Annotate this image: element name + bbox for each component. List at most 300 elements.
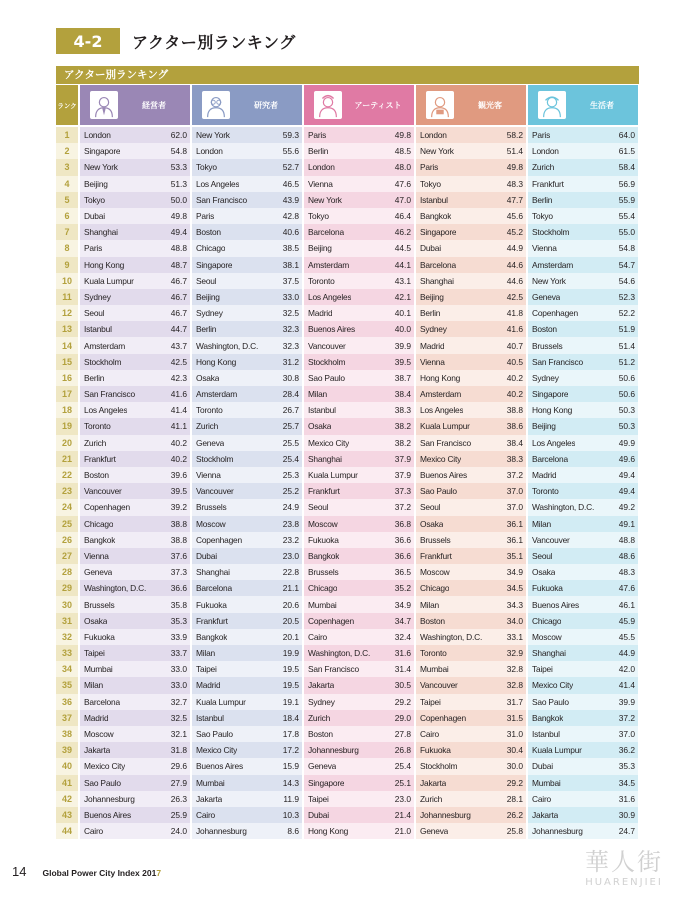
score-value: 50.6 (618, 372, 635, 383)
table-cell (528, 645, 638, 661)
city-name: Frankfurt (532, 178, 564, 189)
score-value: 49.9 (618, 437, 635, 448)
resident-icon (538, 91, 566, 119)
city-name: Berlin (308, 146, 329, 157)
score-value: 22.8 (282, 567, 299, 578)
score-value: 39.5 (170, 486, 187, 497)
score-value: 55.6 (282, 146, 299, 157)
city-name: Johannesburg (196, 826, 247, 837)
rank-cell: 26 (56, 532, 78, 548)
score-value: 36.6 (394, 550, 411, 561)
score-value: 37.0 (618, 729, 635, 740)
city-name: Beijing (532, 421, 556, 432)
table-cell (528, 807, 638, 823)
table-row (56, 321, 639, 337)
score-value: 30.0 (506, 761, 523, 772)
score-value: 49.4 (618, 470, 635, 481)
score-value: 52.2 (618, 308, 635, 319)
table-cell (80, 451, 190, 467)
table-cell (416, 548, 526, 564)
score-value: 23.8 (282, 518, 299, 529)
score-value: 25.9 (170, 809, 187, 820)
city-name: Johannesburg (532, 826, 583, 837)
score-value: 35.3 (170, 615, 187, 626)
city-name: Bangkok (532, 712, 564, 723)
score-value: 38.5 (282, 243, 299, 254)
city-name: Singapore (532, 389, 569, 400)
table-cell (416, 726, 526, 742)
table-cell (528, 791, 638, 807)
table-cell (192, 596, 302, 612)
city-name: Boston (420, 615, 445, 626)
score-value: 31.5 (506, 712, 523, 723)
table-cell (304, 823, 414, 839)
table-row (56, 564, 639, 580)
city-name: Berlin (532, 194, 553, 205)
city-name: Paris (84, 243, 103, 254)
city-name: Taipei (420, 696, 441, 707)
table-row (56, 483, 639, 499)
table-row (56, 710, 639, 726)
city-name: Taipei (308, 793, 329, 804)
table-cell (304, 370, 414, 386)
table-cell (304, 418, 414, 434)
city-name: Vienna (420, 356, 445, 367)
table-cell (416, 823, 526, 839)
page-number: 14 (12, 864, 27, 879)
table-cell (192, 240, 302, 256)
city-name: London (420, 130, 447, 141)
score-value: 39.5 (394, 356, 411, 367)
score-value: 32.8 (506, 680, 523, 691)
city-name: Stockholm (308, 356, 346, 367)
city-name: Paris (420, 162, 439, 173)
city-name: Buenos Aires (420, 470, 467, 481)
city-name: Toronto (532, 486, 559, 497)
table-row (56, 499, 639, 515)
column-header-label: 観光客 (478, 100, 502, 110)
score-value: 35.1 (506, 550, 523, 561)
table-row (56, 192, 639, 208)
city-name: Washington, D.C. (420, 631, 483, 642)
score-value: 43.7 (170, 340, 187, 351)
city-name: Sao Paulo (420, 486, 457, 497)
table-cell (192, 208, 302, 224)
table-cell (528, 823, 638, 839)
table-cell (304, 694, 414, 710)
table-cell (80, 677, 190, 693)
city-name: Geneva (84, 567, 113, 578)
table-cell (304, 273, 414, 289)
table-cell (528, 257, 638, 273)
score-value: 11.9 (283, 793, 299, 804)
score-value: 58.4 (618, 162, 635, 173)
city-name: Fukuoka (308, 534, 339, 545)
score-value: 41.4 (618, 680, 635, 691)
table-cell (416, 532, 526, 548)
score-value: 37.3 (170, 567, 187, 578)
score-value: 38.4 (394, 389, 411, 400)
table-row (56, 337, 639, 353)
table-cell (528, 532, 638, 548)
city-name: Boston (84, 470, 109, 481)
city-name: Kuala Lumpur (532, 745, 582, 756)
score-value: 44.6 (506, 275, 523, 286)
score-value: 54.6 (618, 275, 635, 286)
city-name: Tokyo (308, 211, 329, 222)
score-value: 33.7 (170, 648, 187, 659)
city-name: Frankfurt (196, 615, 228, 626)
city-name: Shanghai (532, 648, 566, 659)
table-cell (304, 499, 414, 515)
table-cell (416, 370, 526, 386)
score-value: 37.6 (170, 550, 187, 561)
table-cell (528, 321, 638, 337)
score-value: 20.5 (282, 615, 299, 626)
table-row (56, 613, 639, 629)
score-value: 25.7 (282, 421, 299, 432)
city-name: Osaka (308, 421, 332, 432)
city-name: Moscow (420, 567, 450, 578)
city-name: London (84, 130, 111, 141)
score-value: 40.2 (170, 437, 187, 448)
score-value: 44.7 (170, 324, 187, 335)
score-value: 49.6 (618, 453, 635, 464)
city-name: Cairo (308, 631, 328, 642)
table-row (56, 289, 639, 305)
city-name: New York (532, 275, 566, 286)
table-cell (528, 337, 638, 353)
table-cell (416, 321, 526, 337)
table-cell (304, 386, 414, 402)
city-name: Moscow (532, 631, 562, 642)
table-cell (416, 516, 526, 532)
score-value: 26.3 (170, 793, 187, 804)
rank-header: ランク (56, 85, 78, 125)
score-value: 8.6 (287, 826, 299, 837)
score-value: 31.6 (618, 793, 635, 804)
table-row (56, 386, 639, 402)
city-name: Istanbul (196, 712, 224, 723)
city-name: Buenos Aires (84, 809, 131, 820)
score-value: 19.5 (282, 664, 299, 675)
city-name: Sao Paulo (196, 729, 233, 740)
city-name: Sao Paulo (532, 696, 569, 707)
score-value: 41.1 (170, 421, 187, 432)
score-value: 17.8 (282, 729, 299, 740)
score-value: 47.6 (618, 583, 635, 594)
city-name: Taipei (196, 664, 217, 675)
table-cell (192, 483, 302, 499)
score-value: 29.0 (394, 712, 411, 723)
city-name: Amsterdam (84, 340, 126, 351)
score-value: 48.0 (394, 162, 411, 173)
city-name: Amsterdam (532, 259, 574, 270)
score-value: 44.6 (506, 259, 523, 270)
rank-cell: 8 (56, 240, 78, 256)
score-value: 10.3 (282, 809, 299, 820)
city-name: Seoul (84, 308, 105, 319)
city-name: Barcelona (84, 696, 120, 707)
city-name: Chicago (84, 518, 114, 529)
column-header-0 (80, 85, 190, 125)
rank-cell: 33 (56, 645, 78, 661)
businessperson-icon (90, 91, 118, 119)
table-row (56, 467, 639, 483)
city-name: Washington, D.C. (196, 340, 259, 351)
score-value: 19.1 (282, 696, 299, 707)
city-name: Amsterdam (308, 259, 350, 270)
table-cell (80, 370, 190, 386)
city-name: Madrid (84, 712, 109, 723)
table-cell (416, 629, 526, 645)
table-row (56, 807, 639, 823)
city-name: Copenhagen (308, 615, 354, 626)
table-cell (528, 710, 638, 726)
city-name: San Francisco (84, 389, 135, 400)
score-value: 51.3 (170, 178, 187, 189)
table-cell (416, 224, 526, 240)
city-name: Vancouver (308, 340, 346, 351)
city-name: Mexico City (84, 761, 126, 772)
table-row (56, 176, 639, 192)
city-name: Vancouver (532, 534, 570, 545)
city-name: San Francisco (196, 194, 247, 205)
city-name: Mexico City (532, 680, 574, 691)
table-cell (416, 273, 526, 289)
score-value: 34.5 (618, 777, 635, 788)
score-value: 24.7 (618, 826, 635, 837)
table-cell (528, 354, 638, 370)
score-value: 34.0 (506, 615, 523, 626)
table-cell (304, 564, 414, 580)
city-name: Los Angeles (420, 405, 464, 416)
city-name: Seoul (308, 502, 329, 513)
table-cell (528, 580, 638, 596)
city-name: Tokyo (532, 211, 553, 222)
column-header-2 (304, 85, 414, 125)
table-cell (80, 208, 190, 224)
score-value: 19.9 (282, 648, 299, 659)
rank-cell: 13 (56, 321, 78, 337)
score-value: 39.6 (170, 470, 187, 481)
table-cell (528, 224, 638, 240)
score-value: 40.2 (170, 453, 187, 464)
rank-cell: 14 (56, 337, 78, 353)
city-name: Dubai (84, 211, 105, 222)
score-value: 45.9 (618, 615, 635, 626)
city-name: Shanghai (308, 453, 342, 464)
page-footer (12, 864, 161, 879)
city-name: Dubai (308, 809, 329, 820)
score-value: 46.4 (394, 211, 411, 222)
city-name: Brussels (420, 534, 451, 545)
table-cell (192, 127, 302, 143)
city-name: Brussels (532, 340, 563, 351)
city-name: Mumbai (196, 777, 225, 788)
column-header-label: 研究者 (254, 100, 278, 110)
table-row (56, 532, 639, 548)
city-name: Istanbul (84, 324, 112, 335)
city-name: Osaka (532, 567, 556, 578)
table-cell (304, 807, 414, 823)
city-name: Istanbul (308, 405, 336, 416)
rank-cell: 21 (56, 451, 78, 467)
table-cell (192, 386, 302, 402)
table-cell (80, 613, 190, 629)
city-name: Shanghai (84, 227, 118, 238)
city-name: Chicago (196, 243, 226, 254)
table-cell (304, 451, 414, 467)
city-name: Chicago (420, 583, 450, 594)
table-cell (528, 240, 638, 256)
table-cell (528, 758, 638, 774)
score-value: 23.2 (282, 534, 299, 545)
table-row (56, 775, 639, 791)
city-name: Shanghai (420, 275, 454, 286)
score-value: 49.2 (618, 502, 635, 513)
score-value: 32.3 (282, 340, 299, 351)
city-name: Osaka (196, 372, 220, 383)
score-value: 18.4 (282, 712, 299, 723)
table-cell (304, 677, 414, 693)
table-cell (416, 127, 526, 143)
table-cell (192, 192, 302, 208)
table-cell (416, 289, 526, 305)
city-name: Sydney (532, 372, 559, 383)
rank-cell: 30 (56, 596, 78, 612)
column-header-label: アーティスト (354, 100, 402, 110)
score-value: 36.8 (394, 518, 411, 529)
score-value: 45.6 (506, 211, 523, 222)
table-cell (80, 483, 190, 499)
table-cell (192, 629, 302, 645)
city-name: Sao Paulo (84, 777, 121, 788)
rank-cell: 5 (56, 192, 78, 208)
city-name: Osaka (84, 615, 108, 626)
score-value: 32.8 (506, 664, 523, 675)
table-cell (304, 580, 414, 596)
table-cell (192, 418, 302, 434)
score-value: 51.4 (506, 146, 523, 157)
city-name: Fukuoka (84, 631, 115, 642)
city-name: Hong Kong (196, 356, 237, 367)
score-value: 38.3 (394, 405, 411, 416)
table-row (56, 143, 639, 159)
city-name: Copenhagen (196, 534, 242, 545)
city-name: San Francisco (532, 356, 583, 367)
rank-cell: 18 (56, 402, 78, 418)
score-value: 33.0 (282, 291, 299, 302)
city-name: Bangkok (196, 631, 228, 642)
table-cell (80, 143, 190, 159)
publication-year-digit: 7 (156, 868, 162, 878)
city-name: Hong Kong (84, 259, 125, 270)
score-value: 48.3 (506, 178, 523, 189)
score-value: 49.8 (170, 211, 187, 222)
table-cell (192, 305, 302, 321)
rank-cell: 3 (56, 159, 78, 175)
table-cell (80, 661, 190, 677)
table-cell (192, 758, 302, 774)
table-cell (528, 451, 638, 467)
score-value: 30.5 (394, 680, 411, 691)
table-cell (80, 823, 190, 839)
score-value: 25.1 (394, 777, 411, 788)
table-row (56, 451, 639, 467)
table-cell (528, 499, 638, 515)
rank-cell: 43 (56, 807, 78, 823)
rank-cell: 22 (56, 467, 78, 483)
city-name: Kuala Lumpur (308, 470, 358, 481)
rank-cell: 29 (56, 580, 78, 596)
rank-cell: 24 (56, 499, 78, 515)
score-value: 14.3 (282, 777, 299, 788)
score-value: 49.4 (170, 227, 187, 238)
city-name: Frankfurt (308, 486, 340, 497)
city-name: Cairo (84, 826, 104, 837)
table-cell (80, 467, 190, 483)
score-value: 36.1 (506, 518, 523, 529)
score-value: 21.4 (394, 809, 411, 820)
score-value: 58.2 (506, 130, 523, 141)
city-name: Seoul (532, 550, 553, 561)
table-cell (192, 354, 302, 370)
city-name: Milan (84, 680, 104, 691)
score-value: 38.8 (506, 405, 523, 416)
city-name: Washington, D.C. (308, 648, 371, 659)
table-cell (304, 516, 414, 532)
table-row (56, 677, 639, 693)
column-header-label: 生活者 (590, 100, 614, 110)
table-cell (192, 791, 302, 807)
city-name: Kuala Lumpur (84, 275, 134, 286)
score-value: 29.6 (170, 761, 187, 772)
table-cell (416, 208, 526, 224)
city-name: San Francisco (308, 664, 359, 675)
score-value: 49.8 (506, 162, 523, 173)
city-name: Milan (532, 518, 552, 529)
score-value: 38.7 (394, 372, 411, 383)
table-cell (192, 257, 302, 273)
city-name: Berlin (196, 324, 217, 335)
city-name: Chicago (308, 583, 338, 594)
table-row (56, 370, 639, 386)
table-row (56, 127, 639, 143)
score-value: 30.4 (506, 745, 523, 756)
score-value: 25.4 (394, 761, 411, 772)
table-cell (528, 435, 638, 451)
table-cell (192, 532, 302, 548)
table-cell (80, 240, 190, 256)
score-value: 37.2 (506, 470, 523, 481)
score-value: 34.9 (394, 599, 411, 610)
table-cell (304, 548, 414, 564)
city-name: Singapore (84, 146, 121, 157)
score-value: 30.8 (282, 372, 299, 383)
table-cell (80, 710, 190, 726)
table-cell (304, 127, 414, 143)
city-name: Hong Kong (420, 372, 461, 383)
table-cell (192, 273, 302, 289)
table-cell (304, 337, 414, 353)
table-cell (304, 483, 414, 499)
city-name: Zurich (196, 421, 219, 432)
city-name: Bangkok (420, 211, 452, 222)
rank-cell: 6 (56, 208, 78, 224)
ranking-table (56, 85, 639, 839)
table-title: アクター別ランキング (56, 66, 639, 84)
